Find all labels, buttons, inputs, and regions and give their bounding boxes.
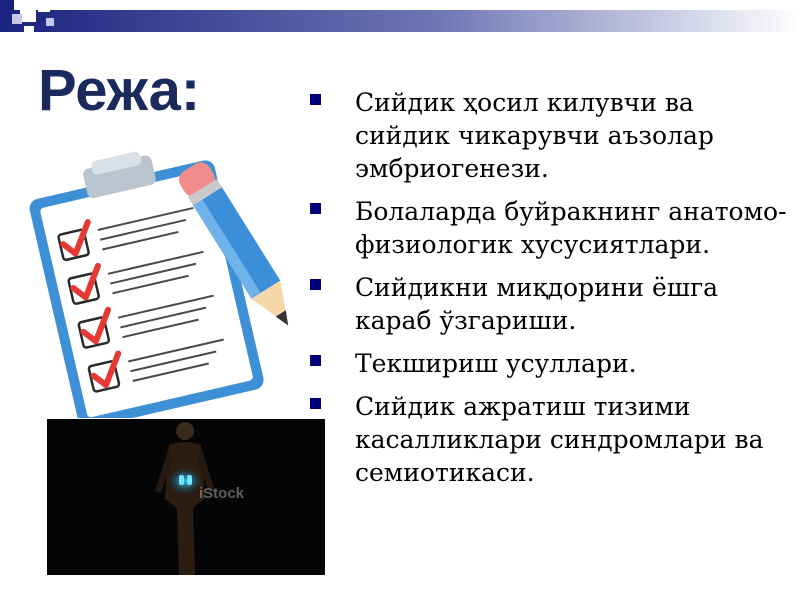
list-item [310, 195, 790, 261]
human-body-icon [47, 419, 325, 575]
watermark-text: iStock [199, 485, 245, 502]
square-bullet-icon [310, 94, 321, 105]
list-item-text: Болаларда буйракнинг анатомо-физиологик хусусиятлари. [355, 197, 787, 259]
list-item-text: Сийдик ажратиш тизими касалликлари синдромлари ва семиотикаси. [355, 392, 764, 487]
list-item [310, 347, 790, 380]
list-item-text: Сийдикни миқдорини ёшга караб ўзгариши. [355, 273, 719, 335]
square-bullet-icon [310, 203, 321, 214]
square-bullet-icon [310, 398, 321, 409]
list-item-text: Сийдик ҳосил килувчи ва сийдик чикарувчи аъзолар эмбриогенези. [355, 88, 714, 183]
anatomy-image [47, 419, 325, 575]
square-bullet-icon [310, 279, 321, 290]
agenda-list [310, 86, 790, 499]
list-item [310, 271, 790, 337]
list-item [310, 86, 790, 185]
list-item [310, 390, 790, 489]
clipboard-checklist-icon [20, 138, 295, 418]
header-decoration [0, 0, 800, 40]
slide-title: Режа: [38, 58, 201, 123]
list-item-text: Текшириш усуллари. [355, 349, 637, 378]
square-bullet-icon [310, 355, 321, 366]
